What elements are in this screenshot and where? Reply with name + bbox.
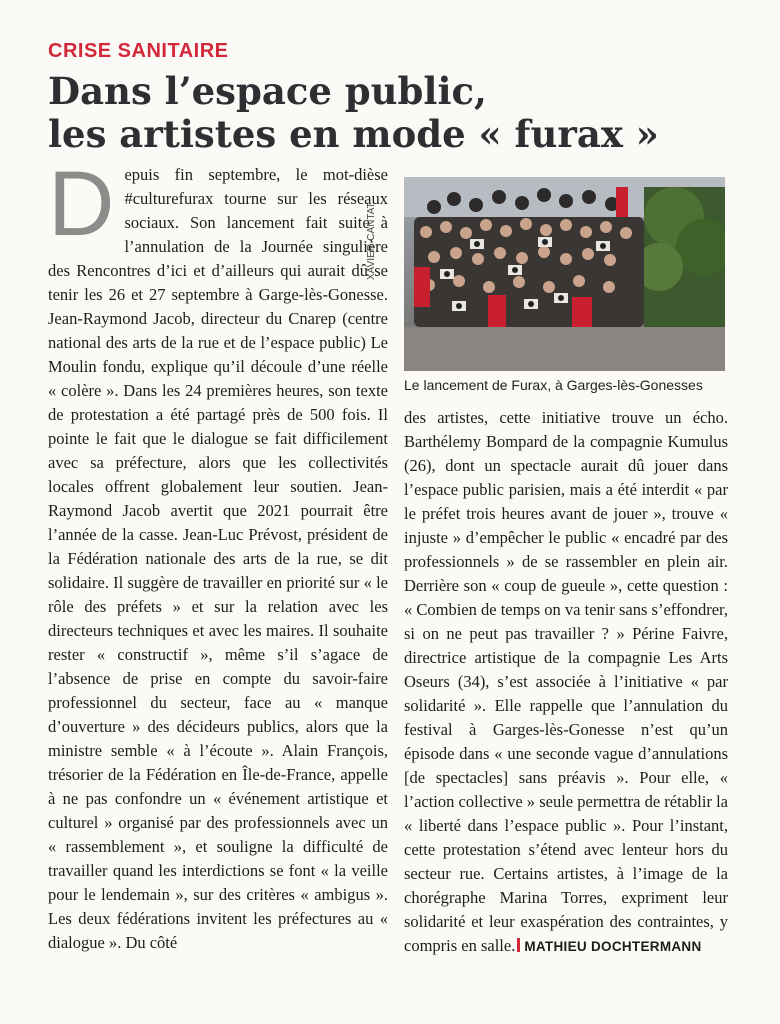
article-column-1 — [48, 163, 388, 983]
event-photo — [404, 177, 725, 371]
author-name: MATHIEU DOCHTERMANN — [524, 939, 702, 954]
headline-line-1: Dans l’espace public, — [48, 69, 487, 113]
article-headline — [48, 70, 748, 156]
drop-cap: D — [48, 163, 115, 255]
photo-credit: XAVIER-CANTAT — [366, 202, 377, 280]
headline-line-2: les artistes en mode « furax » — [48, 112, 659, 156]
author-separator-bar — [517, 938, 520, 952]
article-column-2 — [404, 406, 728, 986]
crowd-photo-illustration — [404, 177, 725, 371]
column-2-text: des artistes, cette initiative trouve un écho. Barthélemy Bompard de la compagnie Kumulus (26), dont un spectacle aurait dû jouer dans l’espace public parisien, mais a été interdit « par le préfet trois heures avant de jouer », trouve « injuste » d’empêcher le public « encadré par des professionnels » de se rassembler en plein air. Derrière son « coup de gueule », cette question : « Combien de temps on va tenir sans s’effondrer, si on ne peut pas travailler ? » Périne Faivre, directrice artistique de la compagnie Les Arts Oseurs (34), s’est associée à l’initiative « par solidarité ». Elle rappelle que l’annulation du festival à Garges-lès-Gonesse n’est qu’un épisode dans « une seconde vague d’annulations [de spectacles] sans préavis ». Pour elle, « l’action collective » seule permettra de rétablir la « liberté dans l’espace public ». Pour l’instant, cette protestation s’étend avec lenteur hors du secteur rue. Certains artistes, à l’image de la chorégraphe Marina Torres, expriment leur solidarité et leur exaspération des contraintes, y compris en salle. — [404, 408, 728, 955]
photo-caption: Le lancement de Furax, à Garges-lès-Gonesses — [404, 377, 703, 393]
column-2-paragraph — [404, 406, 728, 959]
section-kicker: CRISE SANITAIRE — [48, 40, 229, 62]
column-1-text: epuis fin septembre, le mot-dièse #culturefurax tourne sur les réseaux sociaux. Son lancement fait suite à l’annulation de la Journée singulière des Rencontres d’ici et d’ailleurs qui aurait dû se tenir les 26 et 27 septembre à Garge-lès-Gonesse. Jean-Raymond Jacob, directeur du Cnarep (centre national des arts de la rue et de l’espace public) Le Moulin fondu, explique qu’il découle d’une réelle « colère ». Dans les 24 premières heures, son texte de protestation a été partagé près de 500 fois. Il pointe le fait que le dialogue se fait difficilement avec sa préfecture, alors que les collectivités locales offrent globalement leur soutien. Jean-Raymond Jacob avertit que 2021 pourrait être l’année de la casse. Jean-Luc Prévost, président de la Fédération nationale des arts de la rue, se dit solidaire. Il suggère de travailler en priorité sur « le rôle des préfets » et sur la relation avec les directeurs techniques et avec les maires. Il souhaite rester « constructif », même s’il s’agace de l’absence de prise en compte du savoir-faire professionnel du secteur, face au « manque d’ouverture » des décideurs publics, alors que la ministre semble « à l’écoute ». Alain François, trésorier de la Fédération en Île-de-France, appelle à ne pas confondre un « événement artistique et culturel » organisé par des professionnels avec un « rassemblement », et souligne la difficulté de travailler quand les interdictions se font « la veille pour le lendemain », sur des critères « ambigus ». Les deux fédérations invitent les préfectures au « dialogue ». Du côté — [48, 165, 388, 952]
